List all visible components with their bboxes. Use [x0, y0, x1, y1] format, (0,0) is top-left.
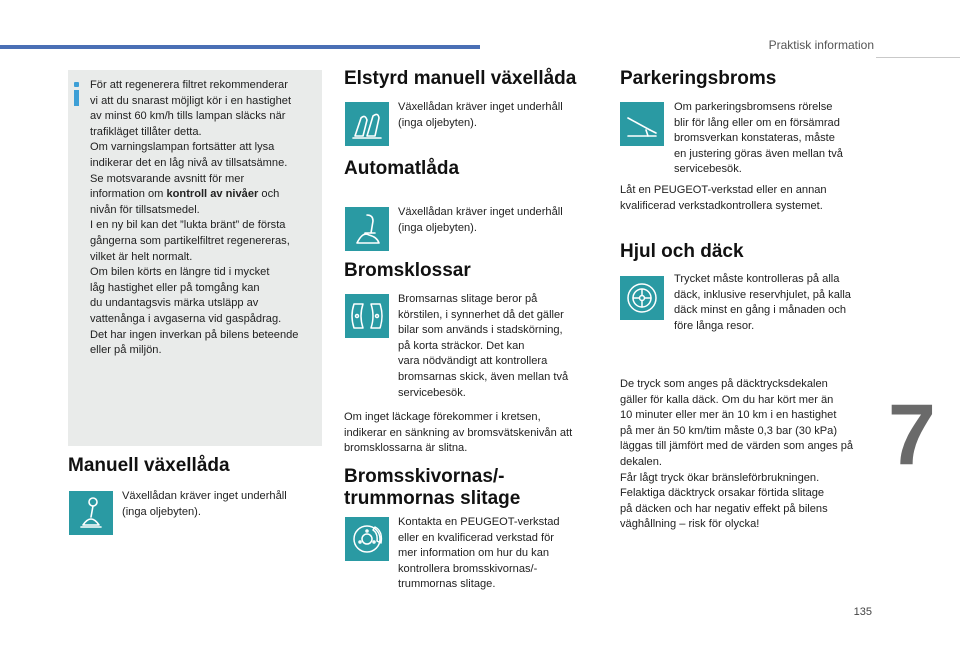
body-line: (inga oljebyten). — [398, 116, 477, 129]
electric-gearbox-text — [398, 100, 563, 131]
body-line: eller en kvalificerad verkstad för — [398, 531, 554, 544]
body-line: Kontakta en PEUGEOT-verkstad — [398, 516, 560, 528]
info-line: av minst 60 km/h tills lampan släcks när — [90, 110, 286, 123]
section-heading-brake-discs — [344, 466, 520, 510]
body-line: dekalen. — [620, 455, 662, 468]
info-text: information om — [90, 188, 167, 201]
body-line: på korta sträckor. Det kan — [398, 339, 525, 352]
body-line: bromsverkan konstateras, måste — [674, 132, 835, 145]
body-line: väghållning – risk för olycka! — [620, 518, 760, 531]
body-line: Växellådan kräver inget underhåll — [122, 490, 287, 502]
info-line: vattenånga i avgaserna vid gaspådrag. — [90, 312, 282, 325]
info-line: Om varningslampan fortsätter att lysa — [90, 141, 275, 154]
info-line: För att regenerera filtret rekommenderar — [90, 79, 288, 91]
info-line: Se motsvarande avsnitt för mer — [90, 172, 245, 185]
automatic-gearbox-text — [398, 205, 563, 236]
info-line: gångerna som partikelfiltret regenereras, — [90, 234, 290, 247]
wheels-tyres-text — [674, 272, 851, 334]
info-link-text: kontroll av nivåer — [166, 188, 259, 201]
header-divider — [876, 57, 960, 58]
info-line: I en ny bil kan det ”lukta bränt” de första — [90, 219, 286, 232]
section-heading-parking-brake: Parkeringsbroms — [620, 68, 777, 89]
parking-brake-note — [620, 183, 827, 214]
body-line: kontrollera bromsskivornas/- — [398, 562, 538, 575]
body-line: före långa resor. — [674, 319, 755, 332]
header-accent-bar — [0, 45, 480, 49]
body-line: däck minst en gång i månaden och — [674, 304, 847, 317]
manual-gearbox-text — [122, 489, 287, 520]
body-line: blir för lång eller om en försämrad — [674, 116, 840, 129]
tyre-pressure-note — [620, 377, 853, 533]
body-line: trummornas slitage. — [398, 578, 496, 591]
section-title: Praktisk information — [768, 38, 874, 52]
section-heading-automatic: Automatlåda — [344, 158, 460, 179]
info-line — [90, 187, 314, 203]
body-line: läggas till jämfört med de värden som anges på — [620, 440, 854, 453]
brake-discs-text — [398, 515, 560, 593]
body-line: 10 minuter eller mer än 10 km i en hastighet — [620, 409, 837, 422]
body-line: en justering göras även mellan två — [674, 147, 843, 160]
tyre-wheel-icon — [620, 276, 664, 320]
electric-gear-paddle-icon — [345, 102, 389, 146]
automatic-selector-icon — [345, 207, 389, 251]
section-heading-electric-gearbox: Elstyrd manuell växellåda — [344, 68, 577, 89]
body-line: De tryck som anges på däcktrycksdekalen — [620, 378, 828, 390]
info-line: Om bilen körts en längre tid i mycket — [90, 266, 270, 279]
heading-line: Bromsskivornas/- — [344, 466, 505, 487]
brake-disc-icon — [345, 517, 389, 561]
section-heading-manual-gearbox: Manuell växellåda — [68, 455, 230, 476]
info-icon — [74, 82, 79, 106]
body-line: servicebesök. — [398, 386, 466, 399]
body-line: vara nödvändigt att kontrollera — [398, 355, 548, 368]
body-line: bromsklossarna är slitna. — [344, 442, 468, 455]
info-line: indikerar det en låg nivå av tillsatsämne. — [90, 156, 288, 169]
body-line: Om parkeringsbromsens rörelse — [674, 101, 833, 113]
body-line: servicebesök. — [674, 163, 742, 176]
info-line: nivån för tillsatsmedel. — [90, 203, 200, 216]
manual-gear-lever-icon — [69, 491, 113, 535]
body-line: på däcken och har negativ effekt på bilens — [620, 502, 828, 515]
parking-brake-text — [674, 100, 843, 178]
body-line: Får lågt tryck ökar bränsleförbrukningen. — [620, 471, 820, 484]
body-line: Om inget läckage förekommer i kretsen, — [344, 411, 541, 423]
body-line: Växellådan kräver inget underhåll — [398, 206, 563, 218]
body-line: mer information om hur du kan — [398, 547, 550, 560]
info-line: eller på miljön. — [90, 344, 162, 357]
section-heading-brake-pads: Bromsklossar — [344, 260, 471, 281]
brake-pads-text — [398, 292, 568, 401]
info-line: vi att du snarast möjligt kör i en hastighet — [90, 94, 292, 107]
body-line: gäller för kalla däck. Om du har kört mer än — [620, 393, 834, 406]
section-heading-wheels-tyres: Hjul och däck — [620, 241, 744, 262]
body-line: kvalificerad verkstadkontrollera systemet. — [620, 199, 823, 212]
info-box — [68, 70, 322, 446]
info-line: du undantagsvis märka utsläpp av — [90, 297, 259, 310]
body-line: bromsarnas skick, även mellan två — [398, 370, 569, 383]
body-line: Bromsarnas slitage beror på — [398, 293, 538, 305]
body-line: indikerar en sänkning av bromsvätskenivån att — [344, 426, 573, 439]
body-line: Låt en PEUGEOT-verkstad eller en annan — [620, 184, 827, 196]
info-line: låg hastighet eller på tomgång kan — [90, 281, 260, 294]
body-line: Trycket måste kontrolleras på alla — [674, 273, 840, 285]
page-number: 135 — [853, 606, 872, 618]
body-line: körstilen, i synnerhet då det gäller — [398, 308, 564, 321]
brake-fluid-text — [344, 410, 572, 457]
info-line: vilket är helt normalt. — [90, 250, 193, 263]
heading-line: trummornas slitage — [344, 488, 521, 509]
chapter-number: 7 — [888, 387, 936, 483]
body-line: (inga oljebyten). — [398, 221, 477, 234]
body-line: Växellådan kräver inget underhåll — [398, 101, 563, 113]
body-line: bilar som används i stadskörning, — [398, 324, 563, 337]
parking-brake-lever-icon — [620, 102, 664, 146]
info-box-text — [90, 78, 314, 359]
info-text: och — [258, 188, 280, 201]
body-line: Felaktiga däcktryck orsakar förtida slitage — [620, 487, 825, 500]
brake-pads-icon — [345, 294, 389, 338]
body-line: däck, inklusive reservhjulet, på kalla — [674, 288, 851, 301]
body-line: på mer än 50 km/tim måste 0,3 bar (30 kPa) — [620, 424, 838, 437]
info-line: Det har ingen inverkan på bilens beteende — [90, 328, 299, 341]
info-line: trafikläget tillåter detta. — [90, 125, 202, 138]
body-line: (inga oljebyten). — [122, 505, 201, 518]
